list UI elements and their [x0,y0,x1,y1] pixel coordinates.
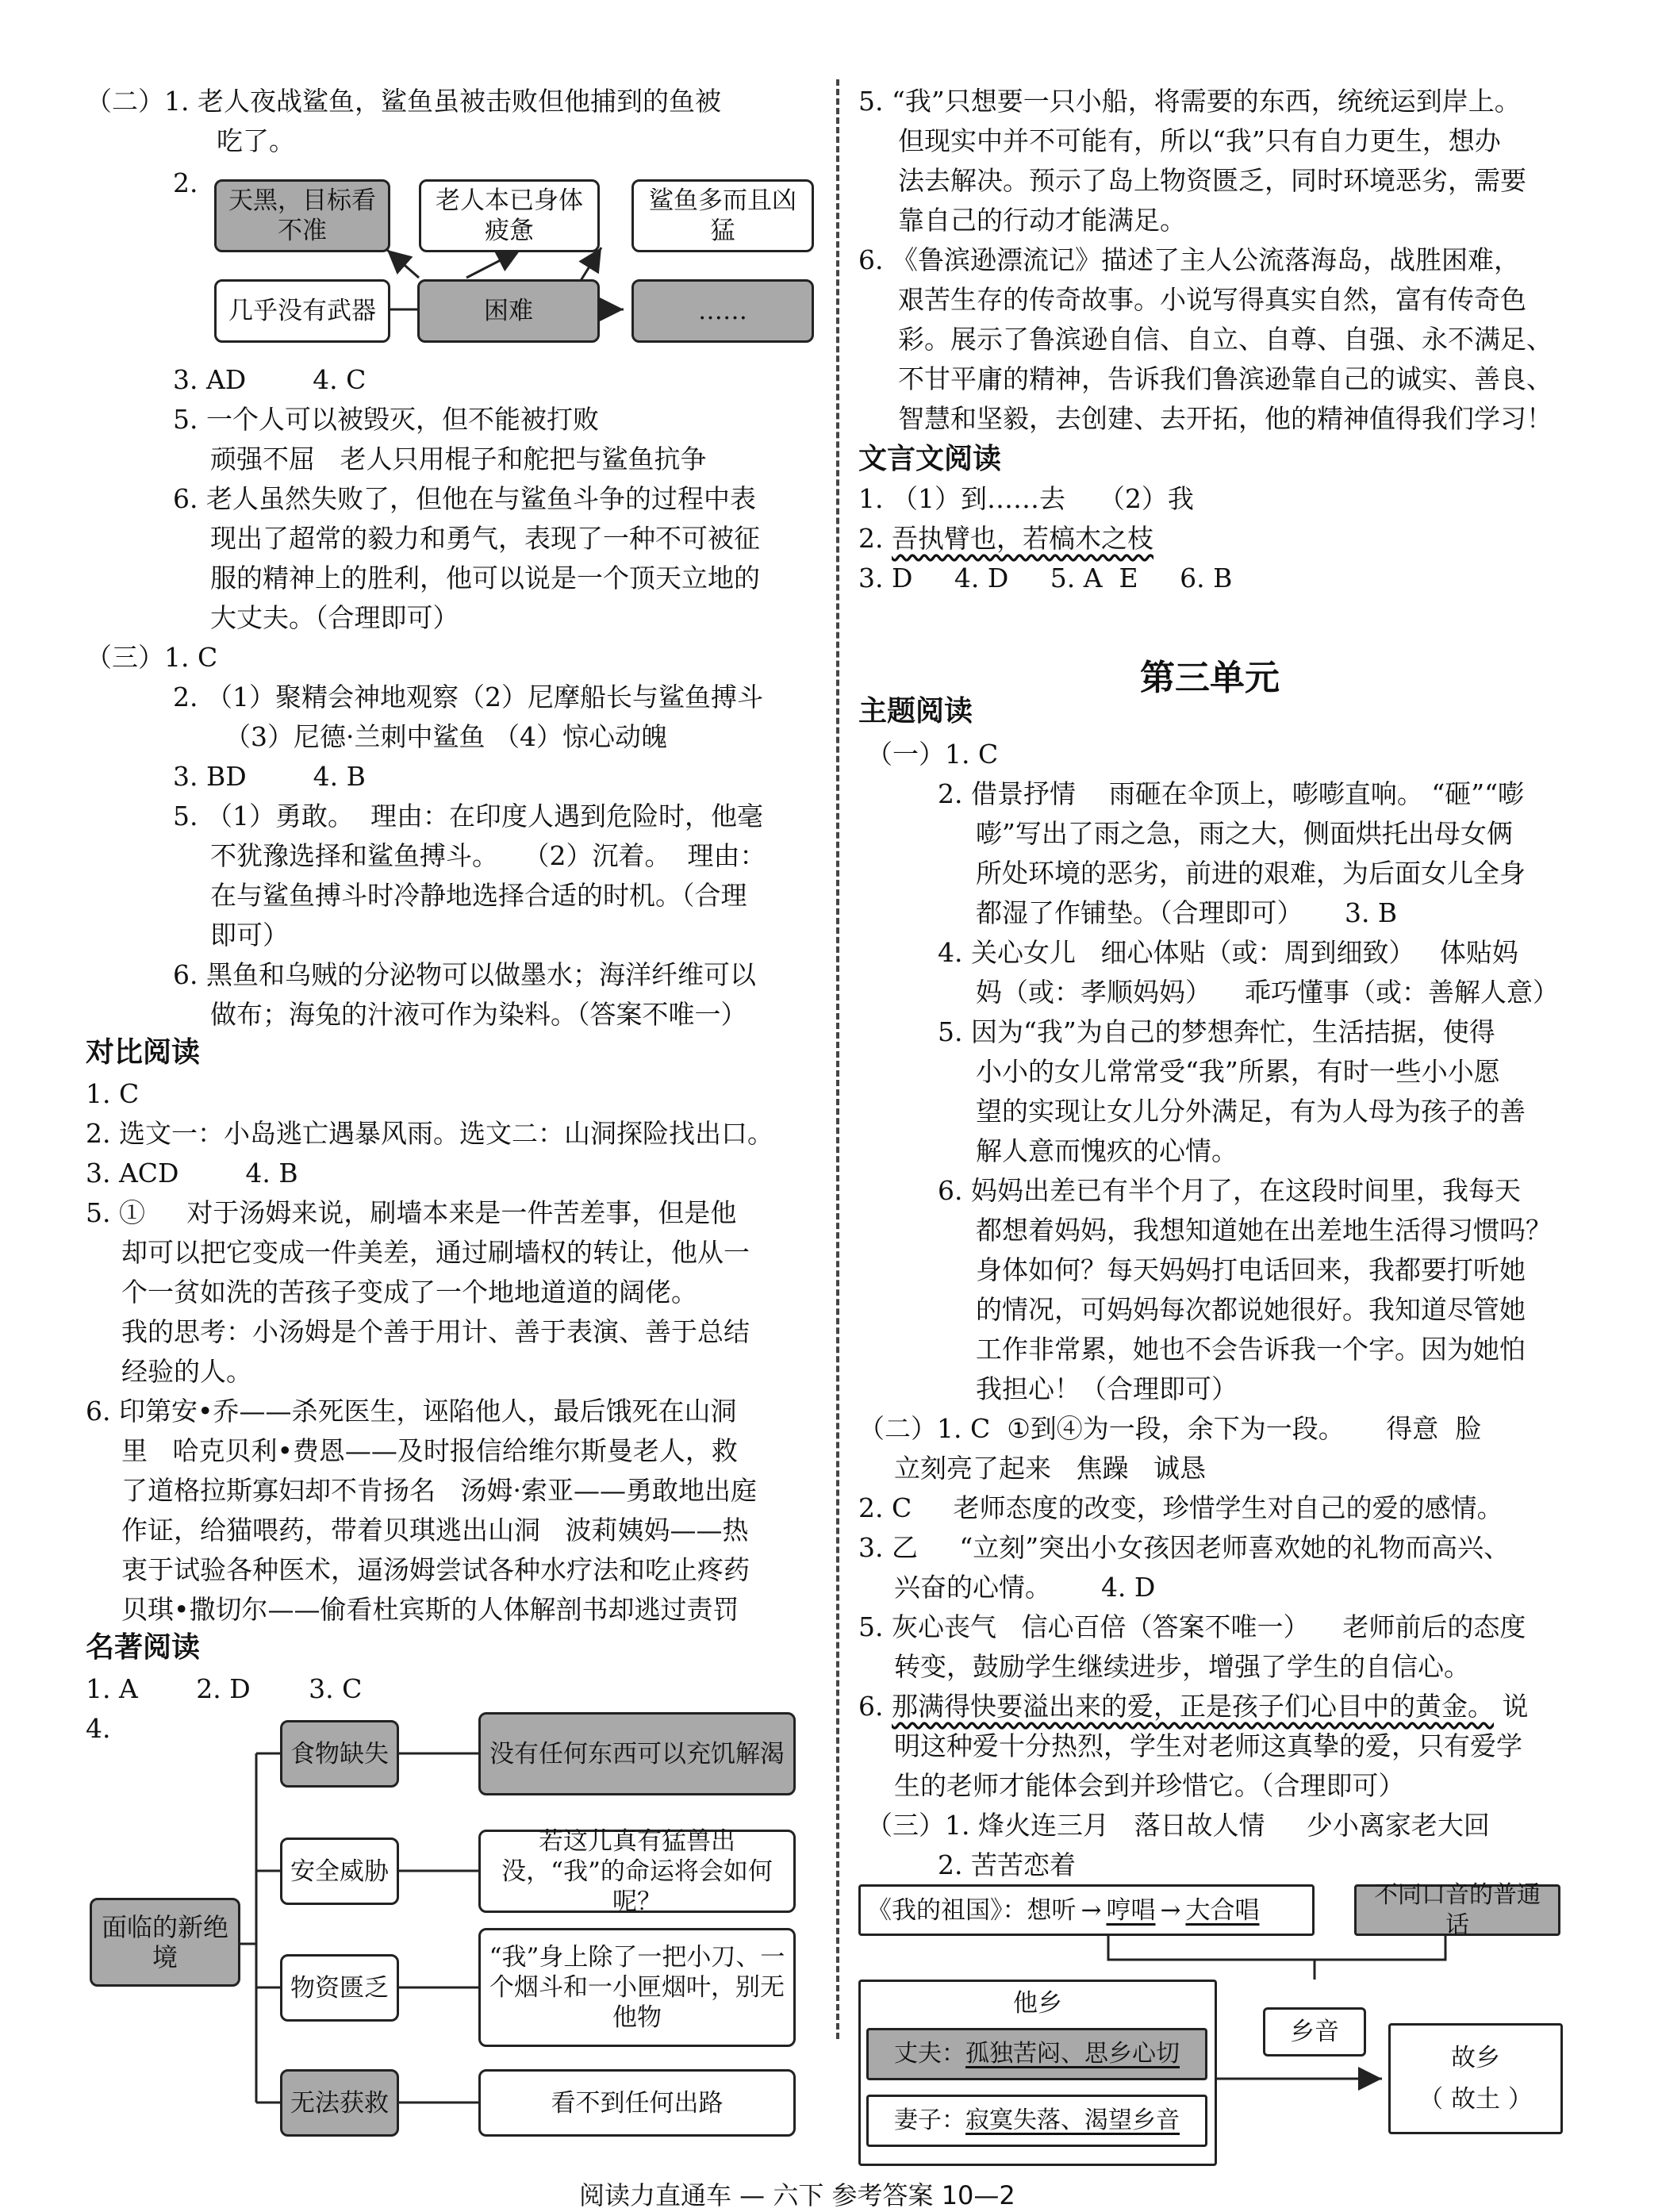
right-top-line-5: 6. 《鲁滨逊漂流记》描述了主人公流落海岛，战胜困难， [858,244,1520,275]
theme-s1-line-3: 嘭”写出了雨之急，雨之大，侧面烘托出母女俩 [976,818,1513,849]
theme-s2-q6-num: 6. [858,1691,884,1722]
theme-s1-line-11: 解人意而愧疚的心情。 [976,1135,1238,1166]
theme-s1-line-8: 5. 因为“我”为自己的梦想奔忙，生活拮据，使得 [938,1016,1495,1047]
theme-s1-line-12: 6. 妈妈出差已有半个月了，在这段时间里，我每天 [938,1175,1521,1206]
diagram-box-no-weapon: 几乎没有武器 [214,279,390,343]
diagram-box-sharks: 鲨鱼多而且凶猛 [631,179,814,252]
husband-box [866,2028,1207,2080]
diagram-box-dark: 天黑，目标看不准 [214,179,390,252]
compare-line-6: 个一贫如洗的苦孩子变成了一个地地道道的阔佬。 [121,1277,697,1308]
right-top-line-4: 靠自己的行动才能满足。 [898,205,1186,236]
homeland-label: （ 故土 ） [1418,2085,1533,2114]
sec2-q5-line2: 顽强不屈 老人只用棍子和舵把与鲨鱼抗争 [210,444,707,474]
sec3-q2-line2: （3）尼德·兰刺中鲨鱼 （4）惊心动魄 [225,721,667,752]
classical-q1: 1. （1）到……去 （2）我 [858,483,1194,514]
theme-s2-line-7: 转变，鼓励学生继续进步，增强了学生的自信心。 [894,1651,1470,1682]
sec3-q5-line4: 即可） [210,920,289,950]
sec2-q1-line2: 吃了。 [217,125,295,156]
mindmap-safety: 安全威胁 [280,1838,399,1905]
right-top-line-6: 艰苦生存的传奇故事。小说写得真实自然，富有传奇色 [898,284,1526,315]
theme-heading: 主题阅读 [858,695,973,728]
diagram-box-tired: 老人本已身体疲惫 [419,179,600,252]
mindmap-safety-detail: 若这儿真有猛兽出没，“我”的命运将会如何呢？ [478,1830,796,1913]
compare-line-1: 1. C [86,1078,140,1109]
mindmap-rescue: 无法获救 [280,2069,399,2137]
theme-s2-q6-wavy: 那满得快要溢出来的爱，正是孩子们心目中的黄金。 [892,1691,1494,1722]
theme-s2-line-3: 2. C 老师态度的改变，珍惜学生对自己的爱的感情。 [858,1492,1503,1523]
compare-line-13: 衷于试验各种医术，逼汤姆尝试各种水疗法和吃止疼药 [121,1554,750,1585]
mindmap-rescue-detail: 看不到任何出路 [478,2069,796,2137]
theme-s1-line-1: （一）1. C [866,739,999,770]
compare-line-5: 却可以把它变成一件美差，通过刷墙权的转让，他从一 [121,1237,750,1268]
sec2-q6-line4: 大丈夫。（合理即可） [210,602,459,633]
sec3-q5-line2: 不犹豫选择和鲨鱼搏斗。 （2）沉着。 理由： [210,840,766,871]
wife-feeling: 寂寞失落、渴望乡音 [965,2106,1180,2134]
theme-s1-line-2: 2. 借景抒情 雨砸在伞顶上，嘭嘭直响。 “砸”“嘭 [938,778,1525,809]
sec2-q3: 3. AD 4. C [173,364,367,395]
theme-s2-q6 [858,1690,1529,1723]
theme-s1-line-13: 都想着妈妈，我想知道她在出差地生活得习惯吗？ [976,1215,1552,1246]
classics-heading: 名著阅读 [86,1631,201,1664]
theme-s2-line-4: 3. 乙 “立刻”突出小女孩因老师喜欢她的礼物而高兴、 [858,1532,1510,1563]
classics-q4-label: 4. [86,1713,111,1744]
hometown-label: 故乡 [1451,2044,1500,2072]
compare-line-3: 3. ACD 4. B [86,1158,298,1189]
diagram-box-difficulty: 困难 [417,279,600,343]
theme-s2-line-5: 兴奋的心情。 4. D [894,1572,1156,1603]
sec3-q5-line3: 在与鲨鱼搏斗时冷静地选择合适的时机。（合理 [210,880,747,911]
classical-heading: 文言文阅读 [858,443,1002,475]
poem-box: 《我的祖国》：想听 → 哼唱 → 大合唱 [858,1884,1315,1936]
theme-s2-line-6: 5. 灰心丧气 信心百倍（答案不唯一） 老师前后的态度 [858,1611,1526,1642]
poem-chorus: 大合唱 [1185,1895,1260,1925]
theme-s1-line-15: 的情况，可妈妈每次都说她很好。我知道尽管她 [976,1294,1526,1325]
sec3-q6-line1: 6. 黑鱼和乌贼的分泌物可以做墨水；海洋纤维可以 [173,959,756,990]
sec2-q6-line3: 服的精神上的胜利，他可以说是一个顶天立地的 [210,563,760,593]
compare-line-9: 6. 印第安•乔——杀死医生，诬陷他人，最后饿死在山洞 [86,1396,737,1427]
mindmap-food-detail: 没有任何东西可以充饥解渴 [478,1712,796,1795]
theme-s2-line-1: （二）1. C ①到④为一段，余下为一段。 得意 脸 [858,1413,1482,1444]
compare-line-11: 了道格拉斯寡妇却不肯扬名 汤姆·索亚——勇敢地出庭 [121,1475,757,1506]
hometown-box [1388,2023,1563,2134]
theme-s3-line-2: 2. 苦苦恋着 [938,1849,1076,1880]
mindmap-food: 食物缺失 [280,1720,399,1788]
compare-line-14: 贝琪•撒切尔——偷看杜宾斯的人体解剖书却逃过责罚 [121,1594,739,1625]
theme-s1-line-6: 4. 关心女儿 细心体贴（或：周到细致） 体贴妈 [938,937,1518,968]
right-top-line-2: 但现实中并不可能有，所以“我”只有自力更生，想办 [898,125,1501,156]
classical-q2-text: 吾执臂也，若槁木之枝 [892,523,1153,554]
classical-q2-num: 2. [858,523,884,554]
classical-q3: 3. D 4. D 5. A E 6. B [858,563,1233,593]
compare-line-4: 5. ① 对于汤姆来说，刷墙本来是一件苦差事，但是他 [86,1197,737,1228]
compare-heading: 对比阅读 [86,1036,201,1069]
theme-s2-q6-line-3: 生的老师才能体会到并珍惜它。（合理即可） [894,1770,1405,1801]
sec3-q3: 3. BD 4. B [173,761,366,792]
theme-s1-line-9: 小小的女儿常常受“我”所累，有时一些小小愿 [976,1056,1500,1087]
sec2-q6-line2: 现出了超常的毅力和勇气，表现了一种不可被征 [210,523,760,554]
compare-line-2: 2. 选文一：小岛逃亡遇暴风雨。选文二：山洞探险找出口。 [86,1118,773,1149]
theme-s2-q6-line-2: 明这种爱十分热烈，学生对老师这真挚的爱，只有爱学 [894,1730,1522,1761]
theme-s1-line-7: 妈（或：孝顺妈妈） 乖巧懂事（或：善解人意） [976,977,1559,1008]
theme-s1-line-10: 望的实现让女儿分外满足，有为人母为孩子的善 [976,1096,1526,1127]
right-top-line-9: 智慧和坚毅，去创建、去开拓，他的精神值得我们学习！ [898,403,1553,434]
theme-s2-line-2: 立刻亮了起来 焦躁 诚恳 [894,1453,1206,1484]
wife-label: 妻子： [894,2106,965,2134]
theme-s1-line-14: 身体如何？每天妈妈打电话回来，我都要打听她 [976,1254,1526,1285]
theme-s1-line-17: 我担心！（合理即可） [976,1373,1238,1404]
theme-s3-line-1: （三）1. 烽火连三月 落日故人情 少小离家老大回 [866,1810,1490,1841]
poem-label: 《我的祖国》：想听 [867,1895,1077,1925]
classical-q2 [858,522,1153,555]
husband-feeling: 孤独苦闷、思乡心切 [965,2040,1180,2068]
right-top-line-3: 法去解决。预示了岛上物资匮乏，同时环境恶劣，需要 [898,165,1526,196]
right-top-line-8: 不甘平庸的精神，告诉我们鲁滨逊靠自己的诚实、善良、 [898,363,1553,394]
theme-s1-line-5: 都湿了作铺垫。（合理即可） 3. B [976,897,1398,928]
right-top-line-1: 5. “我”只想要一只小船，将需要的东西，统统运到岸上。 [858,86,1521,117]
theme-s1-line-16: 工作非常累，她也不会告诉我一个字。因为她怕 [976,1334,1526,1365]
accent-box: 不同口音的普通话 [1354,1884,1560,1936]
mindmap-root: 面临的新绝境 [90,1898,240,1987]
sec2-q2-label: 2. [173,167,198,198]
compare-line-8: 经验的人。 [121,1356,252,1387]
sec3-q5-line1: 5. （1）勇敢。 理由：在印度人遇到危险时，他毫 [173,801,763,831]
voice-box: 乡音 [1263,2007,1366,2056]
theme-s1-line-4: 所处环境的恶劣，前进的艰难，为后面女儿全身 [976,858,1526,889]
poem-hum: 哼唱 [1106,1895,1156,1925]
theme-s2-q6-tail: 说 [1494,1691,1529,1722]
compare-line-12: 作证，给猫喂药，带着贝琪逃出山洞 波莉姨妈——热 [121,1515,749,1546]
wife-box [866,2095,1207,2147]
mindmap-supplies: 物资匮乏 [280,1954,399,2022]
mindmap-supplies-detail: “我”身上除了一把小刀、一个烟斗和一小匣烟叶，别无他物 [478,1928,796,2047]
other-land-label: 他乡 [1013,1989,1062,2018]
husband-label: 丈夫： [894,2040,965,2068]
unit-title: 第三单元 [1140,658,1280,698]
page-footer: 阅读力直通车 — 六下 参考答案 10—2 [579,2180,1015,2210]
sec2-q5-line1: 5. 一个人可以被毁灭，但不能被打败 [173,404,599,435]
sec2-q6-line1: 6. 老人虽然失败了，但他在与鲨鱼斗争的过程中表 [173,483,756,514]
sec3-q6-line2: 做布；海兔的汁液可作为染料。（答案不唯一） [210,999,747,1030]
diagram-box-more: …… [631,279,814,343]
right-top-line-7: 彩。展示了鲁滨逊自信、自立、自尊、自强、永不满足、 [898,324,1553,355]
compare-line-7: 我的思考：小汤姆是个善于用计、善于表演、善于总结 [121,1316,750,1347]
column-divider [836,79,839,2039]
classics-q123: 1. A 2. D 3. C [86,1673,363,1704]
sec3-q1: （三）1. C [86,642,218,673]
sec3-q2-line1: 2. （1）聚精会神地观察（2）尼摩船长与鲨鱼搏斗 [173,682,763,712]
sec2-q1-line1: （二）1. 老人夜战鲨鱼，鲨鱼虽被击败但他捕到的鱼被 [86,86,721,117]
compare-line-10: 里 哈克贝利•费恩——及时报信给维尔斯曼老人，救 [121,1435,738,1466]
